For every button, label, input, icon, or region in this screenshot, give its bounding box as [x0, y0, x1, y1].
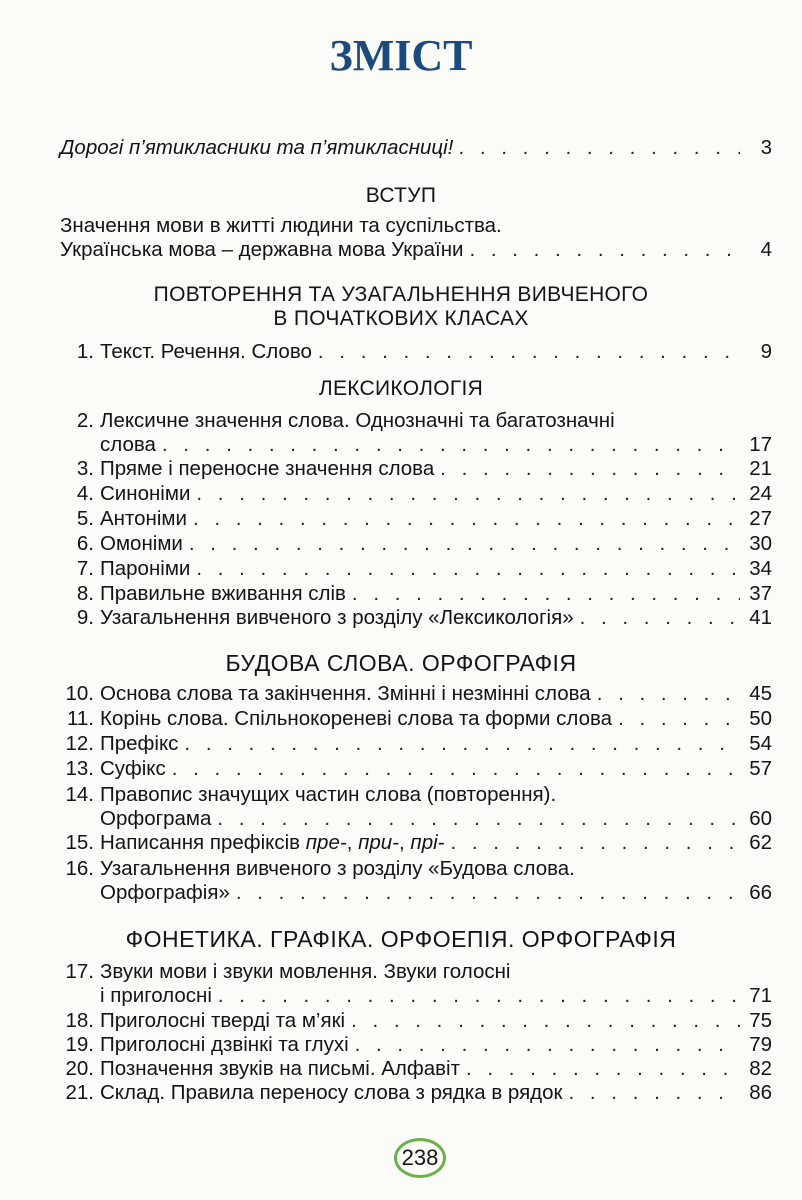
toc-entry-label: Позначення звуків на письмі. Алфавіт [100, 1057, 460, 1080]
leader-dots [196, 482, 740, 506]
toc-entry-1[interactable] [100, 340, 772, 364]
leader-dots [597, 682, 740, 706]
separator: , [399, 831, 411, 854]
toc-entry-number: 21. [65, 1081, 94, 1104]
toc-entry-page: 30 [749, 532, 772, 555]
toc-entry-number: 6. [76, 532, 94, 555]
section-heading-vstup: ВСТУП [365, 184, 437, 207]
toc-entry-page: 82 [749, 1057, 772, 1080]
toc-entry-page: 3 [760, 136, 772, 159]
toc-entry-page: 60 [749, 807, 772, 830]
toc-entry-page: 79 [749, 1033, 772, 1056]
toc-entry-11[interactable] [100, 707, 772, 731]
toc-entry-number: 18. [65, 1009, 94, 1032]
toc-entry-label: Склад. Правила переносу слова з рядка в рядок [100, 1081, 563, 1104]
toc-entry-label: Синоніми [100, 482, 191, 505]
toc-entry-label: Приголосні дзвінкі та глухі [100, 1033, 349, 1056]
toc-entry-vstup-line1[interactable]: Значення мови в житті людини та суспільства. [60, 214, 502, 237]
toc-entry-label: Пароніми [100, 557, 191, 580]
toc-entry-20[interactable] [100, 1057, 772, 1081]
toc-entry-number: 13. [65, 757, 94, 780]
toc-entry-label: Дорогі п’ятикласники та п’ятикласниці! [60, 136, 454, 159]
toc-entry-label: Текст. Речення. Слово [100, 340, 312, 363]
toc-entry-number: 7. [76, 557, 94, 580]
leader-dots [440, 457, 740, 481]
leader-dots [459, 136, 740, 160]
toc-entry-vstup[interactable] [60, 238, 772, 262]
leader-dots [580, 606, 740, 630]
leader-dots [469, 238, 740, 262]
toc-entry-label: Орфограма [100, 807, 212, 830]
leader-dots [218, 984, 740, 1008]
leader-dots [189, 532, 740, 556]
leader-dots [352, 582, 740, 606]
toc-entry-18[interactable] [100, 1009, 772, 1033]
toc-entry-page: 37 [749, 582, 772, 605]
toc-entry-17-line1[interactable]: Звуки мови і звуки мовлення. Звуки голосні [100, 960, 511, 983]
toc-entry-10[interactable] [100, 682, 772, 706]
toc-entry-8[interactable] [100, 582, 772, 606]
toc-entry-label: Українська мова – державна мова України [60, 238, 464, 261]
toc-entry-page: 54 [749, 732, 772, 755]
section-heading-phonetics: ФОНЕТИКА. ГРАФІКА. ОРФОЕПІЯ. ОРФОГРАФІЯ [125, 926, 677, 952]
toc-entry-number: 2. [76, 409, 94, 432]
leader-dots [172, 757, 740, 781]
section-heading-repeat-line2: В ПОЧАТКОВИХ КЛАСАХ [273, 307, 529, 330]
toc-entry-13[interactable] [100, 757, 772, 781]
toc-entry-page: 41 [749, 606, 772, 629]
toc-entry-2[interactable] [100, 433, 772, 457]
toc-entry-label: і приголосні [100, 984, 212, 1007]
toc-entry-number: 14. [65, 783, 94, 806]
toc-entry-label: Узагальнення вивченого з розділу «Лексикологія» [100, 606, 574, 629]
toc-entry-page: 21 [749, 457, 772, 480]
toc-entry-label: Приголосні тверді та м’які [100, 1009, 346, 1032]
toc-entry-number: 16. [65, 857, 94, 880]
toc-entry-5[interactable] [100, 507, 772, 531]
leader-dots [466, 1057, 740, 1081]
leader-dots [236, 881, 740, 905]
toc-entry-page: 17 [749, 433, 772, 456]
section-heading-word: БУДОВА СЛОВА. ОРФОГРАФІЯ [225, 650, 577, 676]
label-text: Написання префіксів [100, 831, 306, 854]
toc-entry-label: Омоніми [100, 532, 183, 555]
toc-entry-number: 3. [76, 457, 94, 480]
toc-entry-page: 34 [749, 557, 772, 580]
leader-dots [196, 557, 740, 581]
toc-entry-number: 1. [76, 340, 94, 363]
toc-entry-number: 17. [65, 960, 94, 983]
toc-entry-number: 10. [65, 682, 94, 705]
toc-entry-number: 15. [65, 831, 94, 854]
toc-entry-19[interactable] [100, 1033, 772, 1057]
leader-dots [318, 340, 740, 364]
page-title: ЗМІСТ [329, 31, 473, 80]
prefix-pre: пре- [305, 831, 347, 854]
toc-entry-9[interactable] [100, 606, 772, 630]
toc-entry-number: 19. [65, 1033, 94, 1056]
toc-entry-label: слова [100, 433, 156, 456]
toc-entry-17[interactable] [100, 984, 772, 1008]
toc-entry-page: 57 [749, 757, 772, 780]
leader-dots [351, 1009, 740, 1033]
toc-entry-intro[interactable] [60, 136, 772, 160]
toc-entry-page: 27 [749, 507, 772, 530]
toc-entry-page: 4 [760, 238, 772, 261]
page-number-badge: 238 [394, 1138, 446, 1178]
toc-entry-16[interactable] [100, 881, 772, 905]
leader-dots [162, 433, 740, 457]
section-heading-lexicology: ЛЕКСИКОЛОГІЯ [318, 377, 484, 400]
leader-dots [217, 807, 740, 831]
separator: , [346, 831, 359, 854]
toc-entry-14[interactable] [100, 807, 772, 831]
toc-entry-number: 20. [65, 1057, 94, 1080]
leader-dots [618, 707, 740, 731]
toc-entry-3[interactable] [100, 457, 772, 481]
toc-entry-label: Корінь слова. Спільнокореневі слова та форми слова [100, 707, 613, 730]
toc-entry-number: 4. [76, 482, 94, 505]
toc-entry-page: 75 [749, 1009, 772, 1032]
toc-entry-number: 9. [76, 606, 94, 629]
toc-entry-14-line1[interactable]: Правопис значущих частин слова (повторення). [100, 783, 557, 806]
toc-entry-label: Основа слова та закінчення. Змінні і незмінні слова [100, 682, 591, 705]
toc-entry-label: Пряме і переносне значення слова [100, 457, 435, 480]
toc-entry-page: 24 [749, 482, 772, 505]
toc-entry-number: 11. [67, 707, 94, 730]
toc-entry-number: 12. [65, 732, 94, 755]
toc-entry-12[interactable] [100, 732, 772, 756]
toc-entry-page: 45 [749, 682, 772, 705]
toc-entry-label: Суфікс [100, 757, 166, 780]
toc-entry-page: 66 [749, 881, 772, 904]
toc-entry-4[interactable] [100, 482, 772, 506]
toc-entry-15[interactable] [100, 831, 772, 855]
toc-entry-label: Правильне вживання слів [100, 582, 346, 605]
toc-entry-2-line1[interactable]: Лексичне значення слова. Однозначні та багатозначні [100, 409, 615, 432]
toc-entry-page: 50 [749, 707, 772, 730]
toc-entry-label: Префікс [100, 732, 179, 755]
toc-entry-page: 62 [749, 831, 772, 854]
toc-entry-label [100, 831, 445, 855]
leader-dots [451, 831, 741, 855]
toc-entry-page: 9 [760, 340, 772, 363]
toc-entry-21[interactable] [100, 1081, 772, 1105]
prefix-pri: прі- [410, 831, 445, 854]
toc-entry-label: Антоніми [100, 507, 187, 530]
leader-dots [569, 1081, 740, 1105]
leader-dots [193, 507, 740, 531]
leader-dots [184, 732, 740, 756]
toc-entry-7[interactable] [100, 557, 772, 581]
section-heading-repeat-line1: ПОВТОРЕННЯ ТА УЗАГАЛЬНЕННЯ ВИВЧЕНОГО [153, 283, 649, 306]
toc-entry-label: Орфографія» [100, 881, 230, 904]
leader-dots [355, 1033, 740, 1057]
toc-entry-number: 5. [76, 507, 94, 530]
toc-entry-page: 71 [749, 984, 772, 1007]
prefix-pry: при- [358, 831, 400, 854]
toc-entry-number: 8. [76, 582, 94, 605]
toc-entry-page: 86 [749, 1081, 772, 1104]
toc-entry-16-line1[interactable]: Узагальнення вивченого з розділу «Будова слова. [100, 857, 575, 880]
toc-entry-6[interactable] [100, 532, 772, 556]
